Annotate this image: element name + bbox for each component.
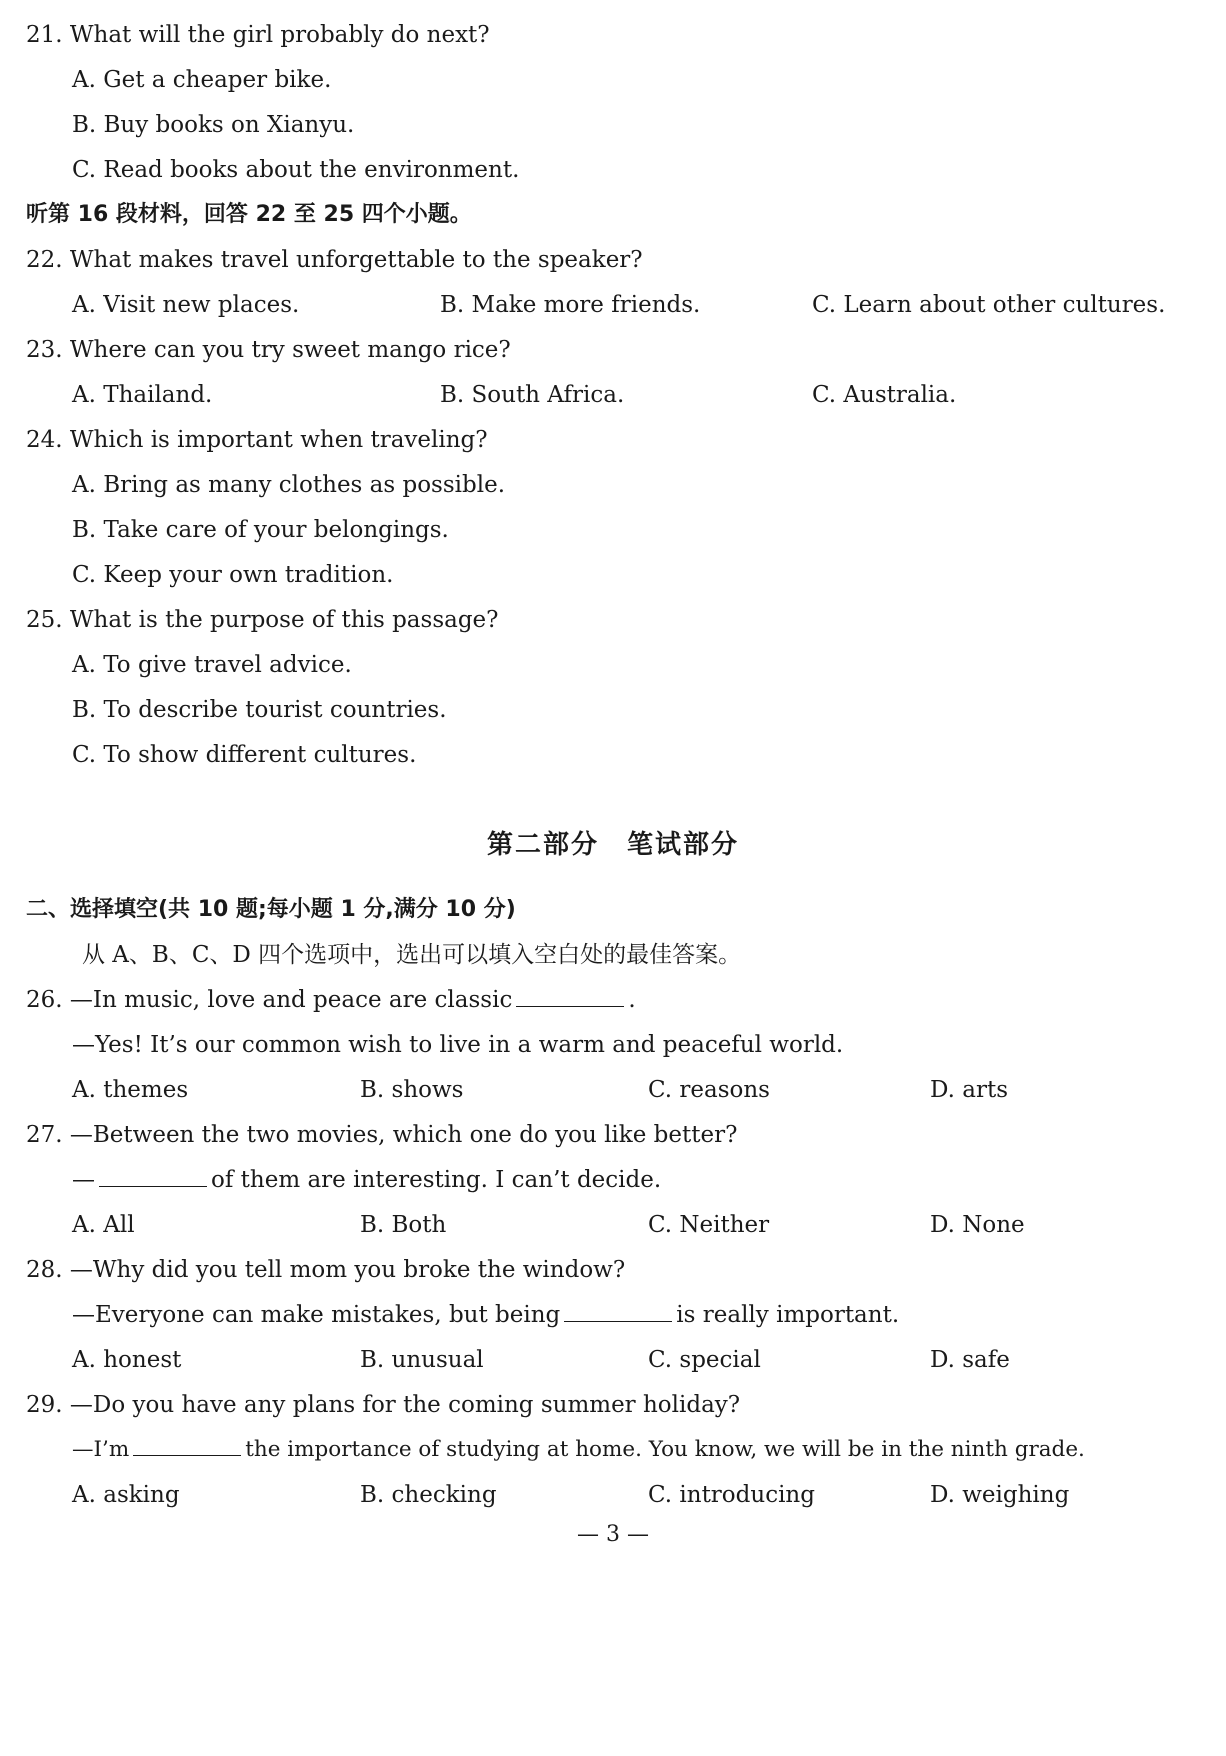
q24-option-b: B. Take care of your belongings. xyxy=(72,517,449,543)
q21-stem: 21. What will the girl probably do next? xyxy=(26,22,490,48)
q26-answer-blank xyxy=(516,986,624,1007)
section16-instruction: 听第 16 段材料，回答 22 至 25 四个小题。 xyxy=(26,202,472,227)
q26-option-d: D. arts xyxy=(930,1077,1008,1103)
q28-line2-text: —Everyone can make mistakes, but being xyxy=(72,1302,561,1328)
q25-option-c: C. To show different cultures. xyxy=(72,742,417,768)
section-two-instruction: 从 A、B、C、D 四个选项中，选出可以填入空白处的最佳答案。 xyxy=(82,942,742,968)
q24-stem: 24. Which is important when traveling? xyxy=(26,427,488,453)
q27-line1: 27. —Between the two movies, which one do you like better? xyxy=(26,1122,738,1148)
q27-line2-text: of them are interesting. I can’t decide. xyxy=(211,1167,662,1193)
q24-option-c: C. Keep your own tradition. xyxy=(72,562,394,588)
q27-option-c: C. Neither xyxy=(648,1212,770,1238)
q26-option-b: B. shows xyxy=(360,1077,464,1103)
q25-stem: 25. What is the purpose of this passage? xyxy=(26,607,499,633)
q28-option-c: C. special xyxy=(648,1347,761,1373)
q26-option-c: C. reasons xyxy=(648,1077,770,1103)
q23-option-b: B. South Africa. xyxy=(440,382,625,408)
q24-option-a: A. Bring as many clothes as possible. xyxy=(72,472,506,498)
q27-option-d: D. None xyxy=(930,1212,1025,1238)
q23-option-a: A. Thailand. xyxy=(72,382,213,408)
q26-line2: —Yes! It’s our common wish to live in a warm and peaceful world. xyxy=(72,1032,844,1058)
q28-option-b: B. unusual xyxy=(360,1347,484,1373)
q28-option-a: A. honest xyxy=(72,1347,182,1373)
q27-answer-blank xyxy=(99,1166,207,1187)
q23-stem: 23. Where can you try sweet mango rice? xyxy=(26,337,511,363)
q22-option-c: C. Learn about other cultures. xyxy=(812,292,1166,318)
q27-option-b: B. Both xyxy=(360,1212,447,1238)
q23-option-c: C. Australia. xyxy=(812,382,957,408)
q26-option-a: A. themes xyxy=(72,1077,189,1103)
q29-line2-end: the importance of studying at home. You know, we will be in the ninth grade. xyxy=(245,1437,1085,1462)
q21-option-a: A. Get a cheaper bike. xyxy=(72,67,332,93)
q28-line2 xyxy=(72,1300,899,1330)
q22-option-a: A. Visit new places. xyxy=(72,292,300,318)
part-two-title: 第二部分 笔试部分 xyxy=(486,830,739,860)
q28-option-d: D. safe xyxy=(930,1347,1010,1373)
q29-line1: 29. —Do you have any plans for the coming summer holiday? xyxy=(26,1392,741,1418)
q27-option-a: A. All xyxy=(72,1212,135,1238)
q29-option-c: C. introducing xyxy=(648,1482,815,1508)
q22-option-b: B. Make more friends. xyxy=(440,292,701,318)
q21-option-c: C. Read books about the environment. xyxy=(72,157,520,183)
q28-line2-end: is really important. xyxy=(676,1302,900,1328)
q27-line2-dash: — xyxy=(72,1167,95,1193)
q21-option-b: B. Buy books on Xianyu. xyxy=(72,112,355,138)
q25-option-b: B. To describe tourist countries. xyxy=(72,697,447,723)
q22-stem: 22. What makes travel unforgettable to the speaker? xyxy=(26,247,643,273)
q28-line1: 28. —Why did you tell mom you broke the window? xyxy=(26,1257,626,1283)
q26-line1-text: 26. —In music, love and peace are classic xyxy=(26,987,513,1013)
q26-line1 xyxy=(26,985,636,1015)
q29-option-b: B. checking xyxy=(360,1482,497,1508)
q26-line1-end: . xyxy=(628,987,636,1013)
q27-line2 xyxy=(72,1165,661,1195)
q29-option-a: A. asking xyxy=(72,1482,180,1508)
q29-option-d: D. weighing xyxy=(930,1482,1070,1508)
page-number: — 3 — xyxy=(577,1522,649,1547)
q28-answer-blank xyxy=(564,1301,672,1322)
q29-line2-text: —I’m xyxy=(72,1437,130,1462)
q25-option-a: A. To give travel advice. xyxy=(72,652,352,678)
section-two-heading: 二、选择填空(共 10 题;每小题 1 分,满分 10 分) xyxy=(26,897,516,922)
q29-line2 xyxy=(72,1435,1085,1465)
q29-answer-blank xyxy=(133,1435,241,1456)
